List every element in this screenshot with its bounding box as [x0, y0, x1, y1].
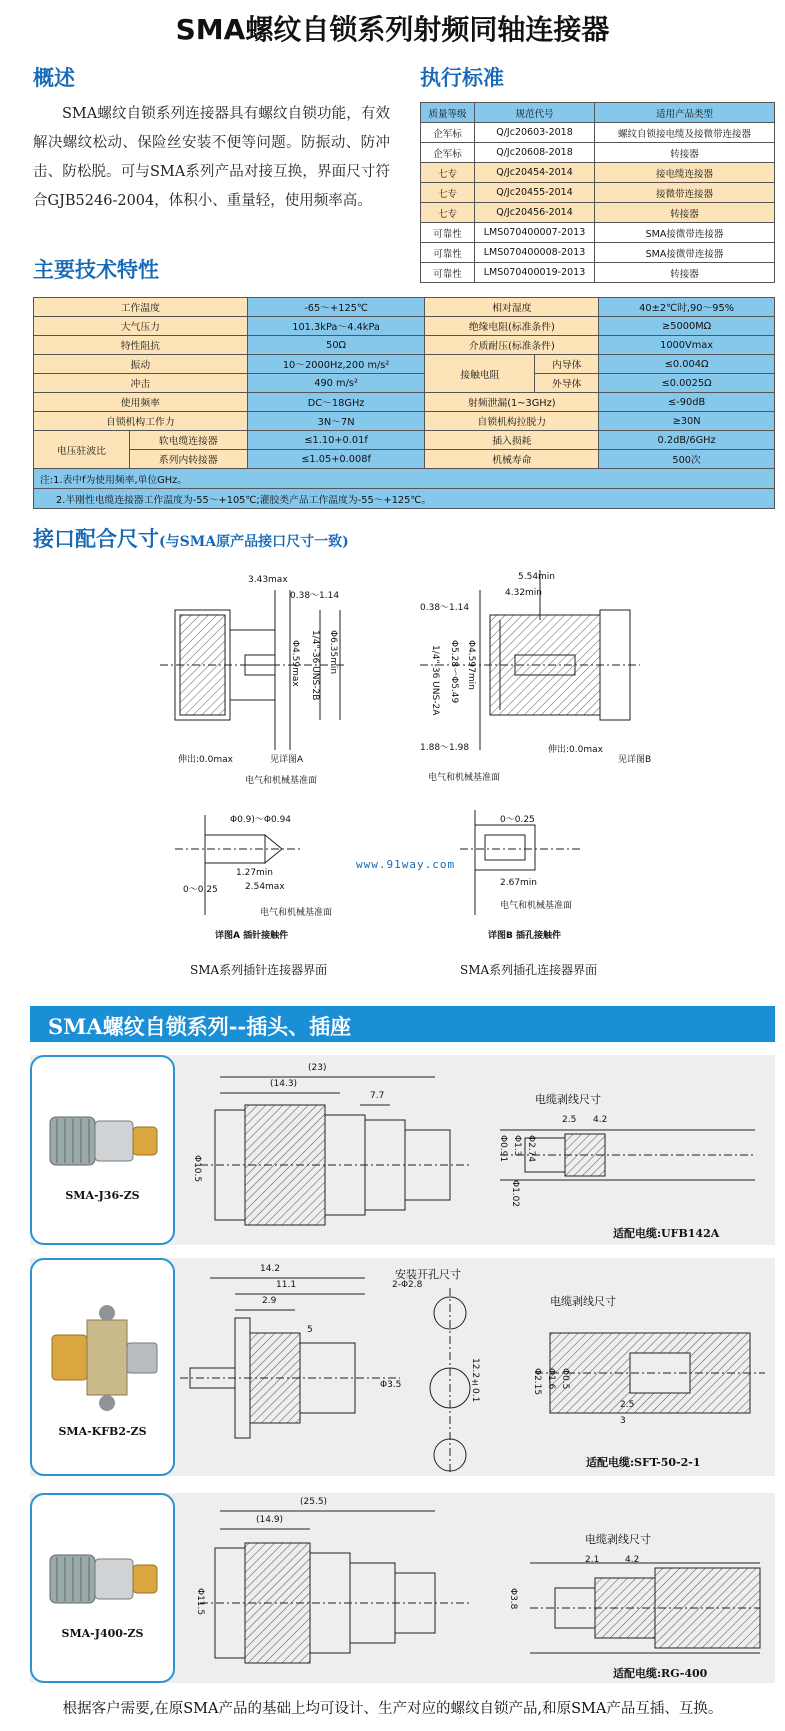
standards-col-code: 规范代号 — [475, 103, 595, 123]
dim-label: (25.5) — [300, 1497, 328, 1507]
dim-label: Φ4.59max — [290, 640, 300, 687]
table-row: 可靠性 LMS070400008-2013 SMA接微带连接器 — [421, 243, 775, 263]
product-model: SMA-J400-ZS — [61, 1627, 144, 1640]
dim-label: 2.5 — [562, 1115, 577, 1125]
table-row: 使用频率 DC～18GHz 射频泄漏(1~3GHz) ≤-90dB — [34, 393, 775, 412]
dim-label: Φ5.28～Φ5.49 — [449, 640, 459, 704]
table-row: 七专 Q/Jc20454-2014 接电缆连接器 — [421, 163, 775, 183]
overview-text: SMA螺纹自锁系列连接器具有螺纹自锁功能，有效解决螺纹松动、保险丝安装不便等问题。防振动、防冲击、防松脱。可与SMA系列产品对接互换，界面尺寸符合GJB5246-2004，体积小、重量轻，使用频率高。 — [33, 106, 390, 209]
table-row: 振动 10～2000Hz,200 m/s² 接触电阻 内导体 ≤0.004Ω — [34, 355, 775, 374]
dim-label: Φ6.35min — [328, 630, 338, 675]
dim-label: Φ3.5 — [380, 1380, 402, 1390]
dim-label: Φ3.8 — [508, 1588, 518, 1610]
dim-label: Φ11.5 — [195, 1588, 205, 1616]
dim-label: Φ0.91 — [498, 1135, 508, 1163]
dim-label: 0.38～1.14 — [420, 603, 470, 613]
dim-label: 电气和机械基准面 — [428, 773, 501, 783]
dim-label: 电气和机械基准面 — [245, 776, 318, 786]
dim-label: 1.88～1.98 — [420, 743, 470, 753]
table-row: 企军标 Q/Jc20608-2018 转接器 — [421, 143, 775, 163]
product-row — [30, 1258, 775, 1476]
dim-label: 2.1 — [585, 1555, 600, 1565]
footer-text: 根据客户需要,在原SMA产品的基础上均可设计、生产对应的螺纹自锁产品,和原SMA产品互插、互换。 — [62, 1701, 723, 1717]
dim-label: 2.9 — [262, 1296, 277, 1306]
dim-label: 0.38～1.14 — [290, 591, 340, 601]
hole-label: 安装开孔尺寸 — [395, 1268, 461, 1281]
dim-label: 4.2 — [625, 1555, 640, 1565]
product-drawing — [180, 1493, 480, 1683]
product-card — [30, 1258, 175, 1476]
dim-label: (23) — [308, 1063, 327, 1073]
dim-label: 见详图B — [618, 755, 652, 765]
dim-label: Φ0.9)～Φ0.94 — [230, 815, 292, 825]
dim-label: 电气和机械基准面 — [500, 901, 573, 911]
detail-a-label: 详图A 插针接触件 — [215, 931, 289, 941]
cable-strip-drawing — [525, 1553, 765, 1663]
mounting-hole-drawing — [400, 1283, 510, 1473]
dim-label: 伸出:0.0max — [548, 745, 603, 755]
interface-heading-note: (与SMA原产品接口尺寸一致) — [159, 534, 349, 550]
standards-heading: 执行标准 — [420, 65, 504, 90]
table-row: 特性阻抗 50Ω 介质耐压(标准条件) 1000Vmax — [34, 336, 775, 355]
dim-label: 14.2 — [260, 1264, 281, 1274]
overview-heading: 概述 — [33, 65, 75, 90]
dim-label: 12.2±0.1 — [470, 1358, 480, 1403]
dim-label: 0～0.25 — [183, 885, 218, 895]
table-row: 系列内转接器 ≤1.05+0.008f 机械寿命 500次 — [34, 450, 775, 469]
watermark: www.91way.com — [356, 858, 456, 871]
standards-col-level: 质量等级 — [421, 103, 475, 123]
cable-label: 适配电缆:SFT-50-2-1 — [586, 1456, 701, 1469]
interface-heading: 接口配合尺寸(与SMA原产品接口尺寸一致) — [33, 526, 349, 551]
pin-caption: SMA系列插针连接器界面 — [190, 963, 328, 977]
table-row: 注:1.表中f为使用频率,单位GHz。 — [34, 469, 775, 489]
dim-label: 4.2 — [593, 1115, 608, 1125]
dim-label: 5.54min — [518, 572, 556, 582]
dim-label: 4.32min — [505, 588, 543, 598]
product-model: SMA-KFB2-ZS — [58, 1425, 147, 1438]
dim-label: Φ1.02 — [510, 1180, 520, 1208]
cable-label: 适配电缆:UFB142A — [613, 1227, 720, 1240]
table-row: 2.半刚性电缆连接器工作温度为-55～+105℃;灌胶类产品工作温度为-55～+125℃。 — [34, 489, 775, 509]
table-row: 大气压力 101.3kPa～4.4kPa 绝缘电阻(标准条件) ≥5000MΩ — [34, 317, 775, 336]
dim-label: 5 — [307, 1325, 313, 1335]
dim-label: 11.1 — [276, 1280, 297, 1290]
socket-caption: SMA系列插孔连接器界面 — [460, 963, 598, 977]
dim-label: 2-Φ2.8 — [392, 1280, 423, 1290]
cable-label: 适配电缆:RG-400 — [613, 1667, 708, 1680]
product-drawing — [180, 1258, 410, 1476]
dim-label: 见详图A — [270, 755, 304, 765]
table-row: 可靠性 LMS070400019-2013 转接器 — [421, 263, 775, 283]
connector-photo — [32, 1275, 173, 1435]
dim-label: 1/4"-36 UNS-2A — [430, 645, 440, 716]
specs-table — [33, 297, 775, 509]
strip-label: 电缆剥线尺寸 — [550, 1295, 616, 1308]
dim-label: 7.7 — [370, 1091, 385, 1101]
table-row: 工作温度 -65～+125℃ 相对湿度 40±2℃时,90～95% — [34, 298, 775, 317]
strip-label: 电缆剥线尺寸 — [535, 1093, 601, 1106]
table-row: 自锁机构工作力 3N～7N 自锁机构拉脱力 ≥30N — [34, 412, 775, 431]
dim-label: 1/4"-36 UNS-2B — [310, 630, 320, 701]
table-row: 七专 Q/Jc20455-2014 接微带连接器 — [421, 183, 775, 203]
product-row — [30, 1055, 775, 1245]
dim-label: Φ0.5 — [560, 1368, 570, 1390]
dim-label: 3 — [620, 1416, 626, 1426]
table-row: 可靠性 LMS070400007-2013 SMA接微带连接器 — [421, 223, 775, 243]
dim-label: (14.3) — [270, 1079, 298, 1089]
standards-col-type: 适用产品类型 — [595, 103, 775, 123]
dim-label: 电气和机械基准面 — [260, 908, 333, 918]
dim-label: (14.9) — [256, 1515, 284, 1525]
detail-b-label: 详图B 插孔接触件 — [488, 931, 561, 941]
dim-label: 2.5 — [620, 1400, 635, 1410]
dim-label: 伸出:0.0max — [178, 755, 233, 765]
product-row — [30, 1493, 775, 1683]
series-bar: SMA螺纹自锁系列--插头、插座 — [30, 1006, 775, 1042]
dim-label: Φ1.3 — [512, 1135, 522, 1157]
dim-label: Φ2.15 — [532, 1368, 542, 1396]
strip-label: 电缆剥线尺寸 — [585, 1533, 651, 1546]
dim-label: Φ4.597min — [466, 640, 476, 690]
product-card — [30, 1055, 175, 1245]
interface-drawings — [0, 560, 785, 980]
dim-label: Φ10.5 — [192, 1155, 202, 1183]
dim-label: 3.43max — [248, 575, 288, 585]
product-card — [30, 1493, 175, 1683]
dim-label: 2.54max — [245, 882, 285, 892]
standards-table — [420, 102, 775, 283]
specs-heading: 主要技术特性 — [33, 257, 159, 282]
table-row: 七专 Q/Jc20456-2014 转接器 — [421, 203, 775, 223]
table-row: 电压驻波比 软电缆连接器 ≤1.10+0.01f 插入损耗 0.2dB/6GHz — [34, 431, 775, 450]
dim-label: Φ2.74 — [526, 1135, 536, 1163]
product-model: SMA-J36-ZS — [65, 1189, 140, 1202]
table-row: 冲击 490 m/s² 外导体 ≤0.0025Ω — [34, 374, 775, 393]
dim-label: 2.67min — [500, 878, 538, 888]
table-row: 企军标 Q/Jc20603-2018 螺纹自锁接电缆及接微带连接器 — [421, 123, 775, 143]
dim-label: Φ1.6 — [546, 1368, 556, 1390]
dim-label: 1.27min — [236, 868, 274, 878]
dim-label: 0～0.25 — [500, 815, 535, 825]
product-drawing — [180, 1055, 480, 1245]
page-title: SMA螺纹自锁系列射频同轴连接器 — [175, 13, 610, 46]
